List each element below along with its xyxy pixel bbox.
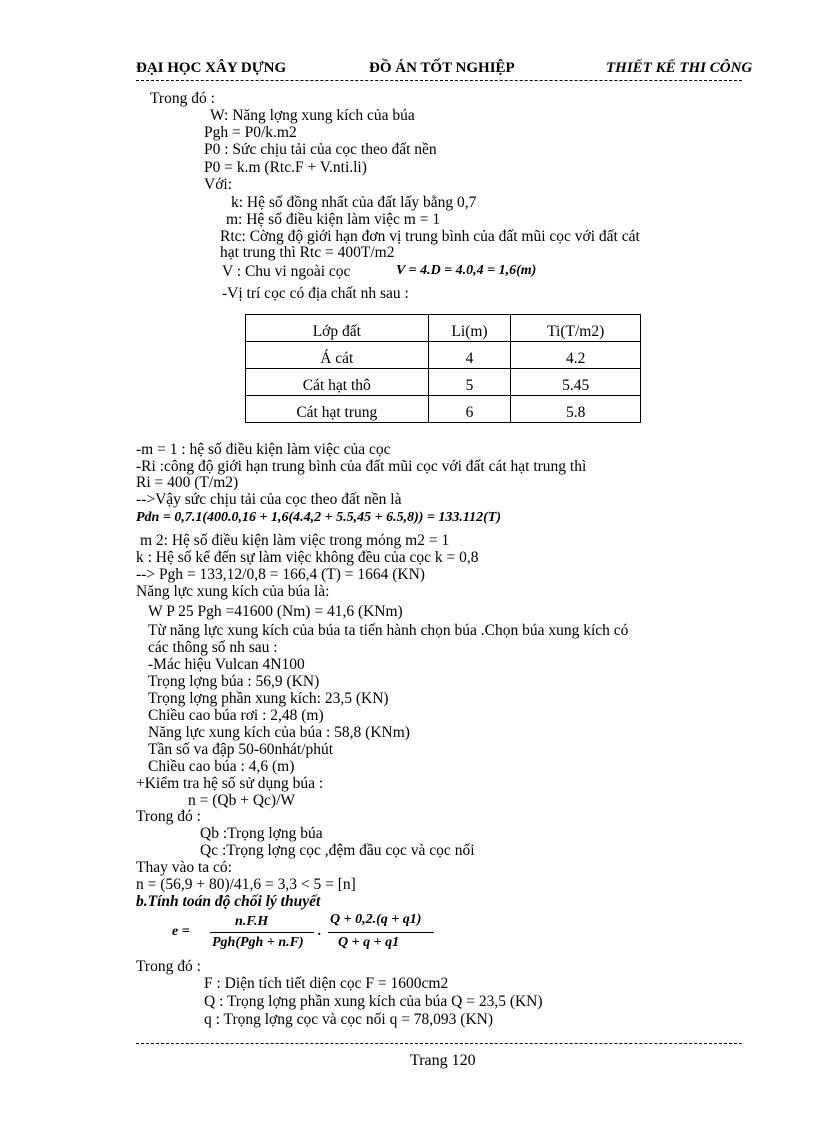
text-line: k: Hệ số đồng nhất của đất lấy bằng 0,7 bbox=[231, 194, 477, 211]
text-line: W: Năng lợng xung kích của búa bbox=[210, 107, 415, 124]
table-cell: 6 bbox=[428, 396, 511, 423]
text-line: -Mác hiệu Vulcan 4N100 bbox=[148, 656, 305, 673]
text-line: Trong đó : bbox=[136, 958, 201, 975]
fraction-bar bbox=[328, 932, 434, 933]
table-cell: Á cát bbox=[246, 342, 429, 369]
footer-divider bbox=[136, 1043, 742, 1044]
text-line: q : Trọng lợng cọc và cọc nối q = 78,093 (KN) bbox=[204, 1011, 494, 1028]
fraction-bar bbox=[210, 932, 314, 933]
text-line: Qc :Trọng lợng cọc ,đệm đầu cọc và cọc nối bbox=[200, 842, 475, 859]
text-line: Với: bbox=[204, 176, 233, 193]
text-line: n = (56,9 + 80)/41,6 = 3,3 < 5 = [n] bbox=[136, 876, 356, 893]
table-cell: 5.8 bbox=[511, 396, 641, 423]
formula-perimeter: V = 4.D = 4.0,4 = 1,6(m) bbox=[396, 263, 537, 278]
text-line: các thông số nh sau : bbox=[148, 639, 278, 656]
section-heading: b.Tính toán độ chối lý thuyết bbox=[136, 893, 321, 910]
text-line: hạt trung thì Rtc = 400T/m2 bbox=[220, 244, 395, 261]
text-line: Thay vào ta có: bbox=[136, 859, 232, 876]
table-cell: 5 bbox=[428, 369, 511, 396]
text-line: Pgh = P0/k.m2 bbox=[204, 124, 297, 141]
table-row bbox=[246, 369, 641, 396]
formula-dot: . bbox=[318, 924, 322, 939]
text-line: Trong đó : bbox=[150, 90, 215, 107]
header-divider bbox=[136, 80, 742, 81]
text-line: m: Hệ số điều kiện làm việc m = 1 bbox=[226, 211, 441, 228]
table-header: Lớp đất bbox=[246, 315, 429, 342]
table-cell: Cát hạt trung bbox=[246, 396, 429, 423]
soil-layer-table bbox=[245, 314, 641, 423]
text-line: Rtc: Cờng độ giới hạn đơn vị trung bình của đất mũi cọc với đất cát bbox=[220, 228, 640, 245]
text-line: Trong đó : bbox=[136, 808, 201, 825]
formula-denominator: Pgh(Pgh + n.F) bbox=[212, 935, 304, 950]
text-line: -m = 1 : hệ số điều kiện làm việc của cọc bbox=[136, 441, 391, 458]
table-row bbox=[246, 396, 641, 423]
table-row bbox=[246, 342, 641, 369]
text-line: -Vị trí cọc có địa chất nh sau : bbox=[222, 285, 409, 302]
text-line: V : Chu vi ngoài cọc bbox=[222, 263, 351, 280]
table-cell: 4 bbox=[428, 342, 511, 369]
formula-bearing-capacity: Pdn = 0,7.1(400.0,16 + 1,6(4.4,2 + 5.5,45 + 6.5,8)) = 133.112(T) bbox=[136, 510, 501, 525]
text-line: m 2: Hệ số điều kiện làm việc trong móng m2 = 1 bbox=[140, 532, 450, 549]
text-line: W P 25 Pgh =41600 (Nm) = 41,6 (KNm) bbox=[148, 603, 403, 620]
text-line: Năng lực xung kích của búa : 58,8 (KNm) bbox=[148, 724, 410, 741]
text-line: Ri = 400 (T/m2) bbox=[136, 474, 239, 491]
formula-numerator: n.F.H bbox=[235, 914, 269, 929]
header-title: ĐỒ ÁN TỐT NGHIỆP bbox=[369, 60, 515, 76]
page-number: Trang 120 bbox=[410, 1052, 476, 1069]
text-line: Q : Trọng lợng phần xung kích của búa Q = 23,5 (KN) bbox=[204, 993, 543, 1010]
header-school: ĐẠI HỌC XÂY DỰNG bbox=[136, 60, 287, 76]
header-section: THIẾT KẾ THI CÔNG bbox=[606, 60, 753, 76]
text-line: -Ri :công độ giới hạn trung bình của đất mũi cọc với đất cát hạt trung thì bbox=[136, 458, 587, 475]
formula-denominator: Q + q + q1 bbox=[338, 935, 400, 950]
text-line: Trọng lợng búa : 56,9 (KN) bbox=[148, 673, 320, 690]
text-line: Chiều cao búa : 4,6 (m) bbox=[148, 758, 295, 775]
table-header: Ti(T/m2) bbox=[511, 315, 641, 342]
formula-numerator: Q + 0,2.(q + q1) bbox=[330, 912, 422, 927]
table-header: Li(m) bbox=[428, 315, 511, 342]
text-line: Chiều cao búa rơi : 2,48 (m) bbox=[148, 707, 324, 724]
formula-lhs: e = bbox=[172, 924, 190, 939]
text-line: Qb :Trọng lợng búa bbox=[200, 825, 323, 842]
text-line: Trọng lợng phần xung kích: 23,5 (KN) bbox=[148, 690, 389, 707]
text-line: --> Pgh = 133,12/0,8 = 166,4 (T) = 1664 (KN) bbox=[136, 566, 425, 583]
text-line: P0 : Sức chịu tải của cọc theo đất nền bbox=[204, 141, 437, 158]
table-cell: 4.2 bbox=[511, 342, 641, 369]
text-line: Từ năng lực xung kích của búa ta tiến hành chọn búa .Chọn búa xung kích có bbox=[148, 622, 629, 639]
text-line: Tần số va đập 50-60nhát/phút bbox=[148, 741, 334, 758]
text-line: Năng lực xung kích của búa là: bbox=[136, 583, 330, 600]
table-header-row bbox=[246, 315, 641, 342]
text-line: +Kiểm tra hệ số sử dụng búa : bbox=[136, 775, 324, 792]
table-cell: 5.45 bbox=[511, 369, 641, 396]
table-cell: Cát hạt thô bbox=[246, 369, 429, 396]
text-line: P0 = k.m (Rtc.F + V.nti.li) bbox=[204, 159, 367, 176]
text-line: F : Diện tích tiết diện cọc F = 1600cm2 bbox=[204, 975, 449, 992]
text-line: k : Hệ số kể đến sự làm việc không đều của cọc k = 0,8 bbox=[136, 549, 479, 566]
text-line: n = (Qb + Qc)/W bbox=[188, 792, 296, 809]
text-line: -->Vậy sức chịu tải của cọc theo đất nền là bbox=[136, 491, 402, 508]
